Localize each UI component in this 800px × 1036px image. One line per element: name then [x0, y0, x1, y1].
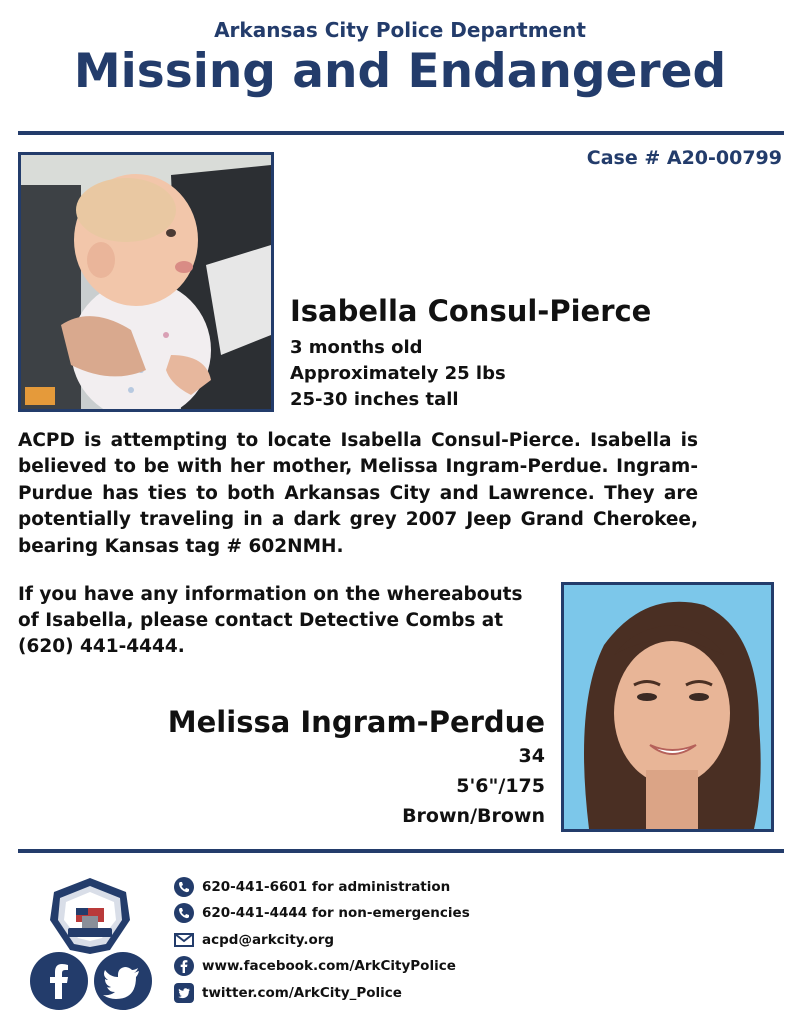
contact-instructions: If you have any information on the whereabouts of Isabella, please contact Detective Combs at (620) 441-4444.	[18, 584, 523, 657]
phone-icon	[174, 903, 194, 923]
case-number: Case # A20-00799	[586, 147, 782, 169]
non-emergency-phone-row[interactable]	[174, 902, 470, 924]
twitter-link-text: twitter.com/ArkCity_Police	[202, 985, 402, 1001]
bottom-divider	[18, 849, 784, 853]
mother-age: 34	[518, 745, 545, 767]
email-text: acpd@arkcity.org	[202, 932, 335, 948]
child-photo	[18, 152, 274, 412]
mother-photo	[561, 582, 774, 832]
top-divider	[18, 131, 784, 135]
police-department-logo	[46, 876, 134, 956]
facebook-link-text: www.facebook.com/ArkCityPolice	[202, 958, 456, 974]
mother-hair-eyes: Brown/Brown	[402, 805, 545, 827]
child-height: 25-30 inches tall	[290, 389, 459, 410]
twitter-link-row[interactable]	[174, 982, 402, 1004]
facebook-icon	[174, 956, 194, 976]
non-emergency-phone-text: 620-441-4444 for non-emergencies	[202, 905, 470, 921]
child-name: Isabella Consul-Pierce	[290, 294, 652, 328]
facebook-button[interactable]	[30, 952, 88, 1010]
facebook-link-row[interactable]	[174, 955, 456, 977]
envelope-icon	[174, 930, 194, 950]
mother-name: Melissa Ingram-Perdue	[167, 705, 545, 739]
admin-phone-text: 620-441-6601 for administration	[202, 879, 451, 895]
twitter-icon	[94, 952, 152, 1010]
alert-headline: Missing and Endangered	[73, 44, 727, 99]
phone-icon	[174, 877, 194, 897]
admin-phone-row[interactable]	[174, 876, 450, 898]
mother-photo-illustration	[564, 585, 771, 829]
child-weight: Approximately 25 lbs	[290, 363, 506, 384]
child-photo-illustration	[21, 155, 271, 409]
mother-height-weight: 5'6"/175	[456, 775, 545, 797]
facebook-icon	[30, 952, 88, 1010]
twitter-icon	[174, 983, 194, 1003]
police-badge-icon	[46, 876, 134, 956]
email-row[interactable]	[174, 929, 334, 951]
department-name: Arkansas City Police Department	[214, 18, 586, 42]
twitter-button[interactable]	[94, 952, 152, 1010]
case-description: ACPD is attempting to locate Isabella Consul-Pierce. Isabella is believed to be with her mother, Melissa Ingram-Perdue. Ingram-Purdue has ties to both Arkansas City and Lawrence. They are potentially traveling in a dark grey 2007 Jeep Grand Cherokee, bearing Kansas tag # 602NMH.	[18, 430, 698, 557]
child-age: 3 months old	[290, 337, 423, 358]
